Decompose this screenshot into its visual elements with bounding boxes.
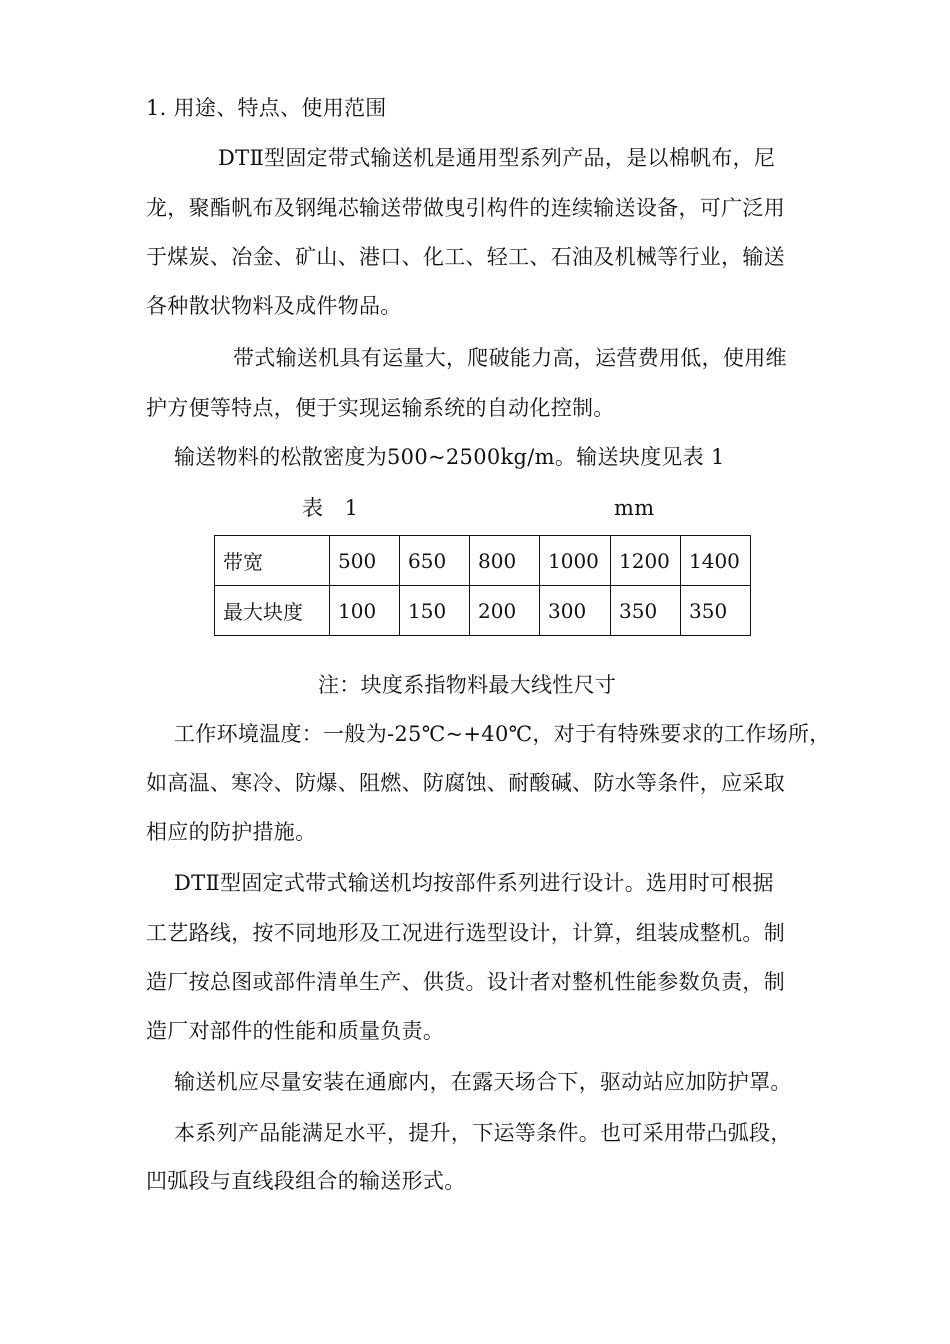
table-cell: 200 — [470, 586, 540, 636]
paragraph-5-line-2: 工艺路线，按不同地形及工况进行选型设计，计算，组装成整机。制 — [146, 921, 785, 945]
row-label-belt-width: 带宽 — [215, 536, 330, 586]
paragraph-7-line-1: 本系列产品能满足水平，提升，下运等条件。也可采用带凸弧段， — [174, 1121, 792, 1145]
paragraph-1-line-2: 龙，聚酯帆布及钢绳芯输送带做曳引构件的连续输送设备，可广泛用 — [146, 196, 785, 220]
row-label-max-block-size: 最大块度 — [215, 586, 330, 636]
paragraph-4-line-2: 如高温、寒冷、防爆、阻燃、防腐蚀、耐酸碱、防水等条件，应采取 — [146, 771, 785, 795]
paragraph-1-line-1: DTⅡ型固定带式输送机是通用型系列产品，是以棉帆布，尼 — [218, 146, 776, 170]
paragraph-2-line-1: 带式输送机具有运量大，爬破能力高，运营费用低，使用维 — [233, 346, 787, 370]
paragraph-5-line-3: 造厂按总图或部件清单生产、供货。设计者对整机性能参数负责，制 — [146, 970, 785, 994]
section-heading: 1. 用途、特点、使用范围 — [146, 96, 387, 120]
table-cell: 350 — [611, 586, 681, 636]
block-size-table — [214, 535, 751, 636]
paragraph-3-line-1: 输送物料的松散密度为500~2500kg/m。输送块度见表 1 — [174, 445, 725, 469]
table-note: 注：块度系指物料最大线性尺寸 — [318, 673, 617, 697]
paragraph-4-line-1: 工作环境温度：一般为-25℃~+40℃，对于有特殊要求的工作场所， — [174, 722, 831, 746]
table-cell: 1400 — [681, 536, 751, 586]
table-cell: 1000 — [540, 536, 611, 586]
paragraph-5-line-4: 造厂对部件的性能和质量负责。 — [146, 1019, 445, 1043]
table-row — [215, 536, 751, 586]
table-cell: 100 — [330, 586, 400, 636]
table-unit: mm — [614, 496, 655, 520]
table-cell: 300 — [540, 586, 611, 636]
table-caption: 表 1 — [302, 496, 359, 520]
table-cell: 500 — [330, 536, 400, 586]
paragraph-4-line-3: 相应的防护措施。 — [146, 820, 317, 844]
table-cell: 350 — [681, 586, 751, 636]
table-row — [215, 586, 751, 636]
table-cell: 150 — [400, 586, 470, 636]
table-cell: 650 — [400, 536, 470, 586]
table-cell: 800 — [470, 536, 540, 586]
paragraph-6-line-1: 输送机应尽量安装在通廊内，在露天场合下，驱动站应加防护罩。 — [174, 1070, 792, 1094]
table-cell: 1200 — [611, 536, 681, 586]
paragraph-1-line-3: 于煤炭、冶金、矿山、港口、化工、轻工、石油及机械等行业，输送 — [146, 245, 785, 269]
paragraph-1-line-4: 各种散状物料及成件物品。 — [146, 294, 402, 318]
paragraph-5-line-1: DTⅡ型固定式带式输送机均按部件系列进行设计。选用时可根据 — [174, 871, 774, 895]
paragraph-7-line-2: 凹弧段与直线段组合的输送形式。 — [146, 1169, 466, 1193]
paragraph-2-line-2: 护方便等特点，便于实现运输系统的自动化控制。 — [146, 396, 615, 420]
